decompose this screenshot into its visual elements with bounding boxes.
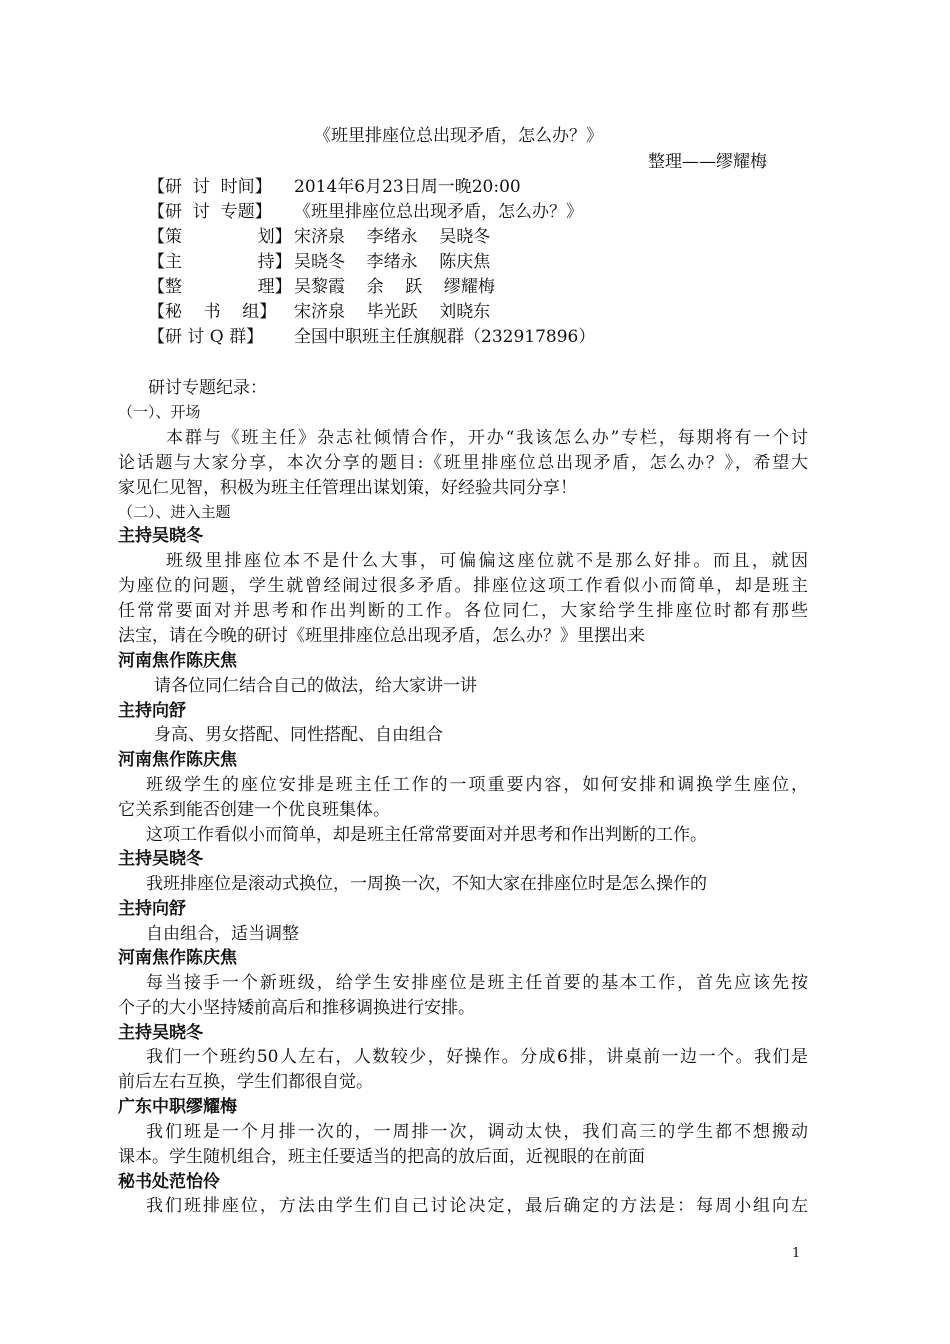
document-title: 《班里排座位总出现矛盾，怎么办？》 (314, 126, 603, 146)
meta-value: 《班里排座位总出现矛盾，怎么办？》 (294, 202, 583, 222)
meta-row (148, 250, 490, 274)
paragraph-line: 每当接手一个新班级，给学生安排座位是班主任首要的基本工作，首先应该先按 (146, 973, 808, 993)
paragraph-line: 为座位的问题，学生就曾经闹过很多矛盾。排座位这项工作看似小而简单，却是班主 (118, 576, 808, 596)
meta-key: 【策 划】 (148, 227, 292, 247)
paragraph-line: 前后左右互换，学生们都很自觉。 (118, 1072, 373, 1092)
meta-row (148, 300, 490, 324)
meta-value: 宋济泉 毕光跃 刘晓东 (294, 302, 491, 322)
speaker-name: 主持向舒 (118, 701, 186, 721)
paragraph-line: 我们班是一个月排一次的，一周排一次，调动太快，我们高三的学生都不想搬动 (146, 1122, 808, 1142)
meta-row (148, 275, 495, 299)
meta-key: 【整 理】 (148, 277, 292, 297)
meta-value: 吴黎霞 余 跃 缪耀梅 (294, 277, 495, 297)
meta-key: 【研 讨 Q 群】 (148, 327, 264, 347)
paragraph-line: 个子的大小坚持矮前高后和推移调换进行安排。 (118, 998, 475, 1018)
meta-value: 全国中职班主任旗舰群（232917896） (294, 327, 596, 347)
speaker-name: 河南焦作陈庆焦 (118, 750, 237, 770)
paragraph-line: 课本。学生随机组合，班主任要适当的把高的放后面，近视眼的在前面 (118, 1147, 645, 1167)
speaker-name: 河南焦作陈庆焦 (118, 948, 237, 968)
page-number: 1 (792, 1246, 801, 1261)
section-heading: （二）、进入主题 (118, 503, 231, 521)
paragraph-line: 本群与《班主任》杂志社倾情合作，开办“我该怎么办”专栏，每期将有一个讨 (166, 428, 808, 448)
paragraph-line: 身高、男女搭配、同性搭配、自由组合 (154, 725, 443, 745)
meta-row (148, 175, 521, 199)
paragraph-line: 我班排座位是滚动式换位，一周换一次，不知大家在排座位时是怎么操作的 (146, 874, 707, 894)
paragraph-line: 我们班排座位，方法由学生们自己讨论决定，最后确定的方法是：每周小组向左 (146, 1196, 808, 1216)
paragraph-line: 法宝，请在今晚的研讨《班里排座位总出现矛盾，怎么办？》里摆出来 (118, 626, 645, 646)
meta-key: 【秘 书 组】 (148, 302, 277, 322)
paragraph-line: 班级里排座位本不是什么大事，可偏偏这座位就不是那么好排。而且，就因 (166, 551, 808, 571)
speaker-name: 主持向舒 (118, 899, 186, 919)
meta-value: 2014年6月23日周一晚20:00 (294, 177, 521, 197)
speaker-name: 秘书处范怡伶 (118, 1172, 220, 1192)
meta-row (148, 200, 583, 224)
paragraph-line: 这项工作看似小而简单，却是班主任常常要面对并思考和作出判断的工作。 (146, 825, 707, 845)
paragraph-line: 任常常要面对并思考和作出判断的工作。各位同仁，大家给学生排座位时都有那些 (118, 601, 808, 621)
meta-row (148, 325, 595, 349)
paragraph-line: 班级学生的座位安排是班主任工作的一项重要内容，如何安排和调换学生座位， (146, 775, 808, 795)
meta-value: 吴晓冬 李绪永 陈庆焦 (294, 252, 491, 272)
speaker-name: 广东中职缪耀梅 (118, 1097, 237, 1117)
paragraph-line: 它关系到能否创建一个优良班集体。 (118, 800, 390, 820)
paragraph-line: 家见仁见智，积极为班主任管理出谋划策，好经验共同分享！ (118, 478, 577, 498)
paragraph-line: 论话题与大家分享，本次分享的题目:《班里排座位总出现矛盾，怎么办？》，希望大 (118, 453, 808, 473)
section-heading: （一）、开场 (118, 403, 201, 421)
compiler-credit: 整理——缪耀梅 (648, 152, 767, 172)
paragraph-line: 请各位同仁结合自己的做法，给大家讲一讲 (154, 676, 477, 696)
speaker-name: 主持吴晓冬 (118, 526, 203, 546)
record-heading: 研讨专题纪录： (148, 378, 267, 398)
meta-row (148, 225, 490, 249)
meta-key: 【研 讨 时间】 (148, 177, 272, 197)
speaker-name: 河南焦作陈庆焦 (118, 651, 237, 671)
paragraph-line: 我们一个班约50人左右，人数较少，好操作。分成6排，讲桌前一边一个。我们是 (146, 1047, 808, 1067)
speaker-name: 主持吴晓冬 (118, 849, 203, 869)
paragraph-line: 自由组合，适当调整 (146, 924, 299, 944)
meta-key: 【主 持】 (148, 252, 292, 272)
meta-value: 宋济泉 李绪永 吴晓冬 (294, 227, 491, 247)
speaker-name: 主持吴晓冬 (118, 1023, 203, 1043)
meta-key: 【研 讨 专题】 (148, 202, 272, 222)
